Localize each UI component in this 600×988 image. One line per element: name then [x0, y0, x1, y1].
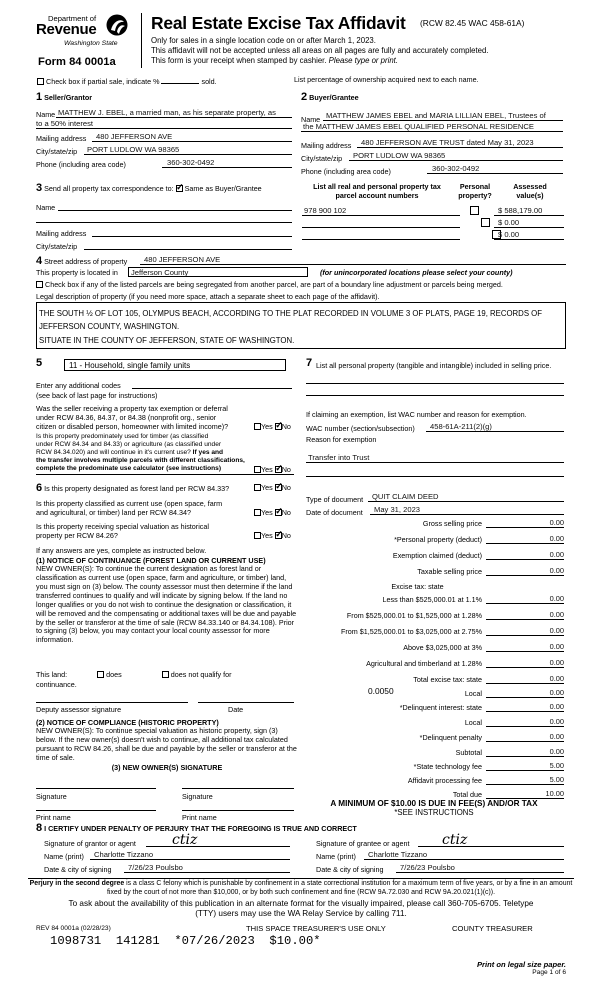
tax-row-label: Exemption claimed (deduct) [392, 551, 482, 560]
does-not-checkbox[interactable] [162, 671, 169, 678]
current-use-question-1: Is this property classified as current use (open space, farm [36, 499, 223, 508]
grantee-date-label: Date & city of signing [316, 865, 384, 874]
buyer-mail-label: Mailing address [301, 141, 352, 150]
exemption-no-checkbox[interactable] [275, 423, 282, 430]
buyer-city-label: City/state/zip [301, 154, 343, 163]
tax-row-label: Excise tax: state [391, 582, 444, 591]
tax-row-label: *Delinquent interest: state [399, 703, 482, 712]
tax-row-label: Local [464, 718, 482, 727]
historic-yes-no: Yes ✓ No [254, 531, 291, 540]
timber-yes-checkbox[interactable] [254, 466, 261, 473]
buyer-city-value[interactable]: PORT LUDLOW WA 98365 [353, 151, 446, 160]
seller-name-line1[interactable]: MATTHEW J. EBEL, a married man, as his separate property, as [58, 108, 276, 117]
header-note-1: Only for sales in a single location code on or after March 1, 2023. [151, 36, 376, 45]
footer-divider [28, 878, 574, 879]
continuance-title: (1) NOTICE OF CONTINUANCE (FOREST LAND OR CURRENT USE) [36, 556, 266, 565]
tax-row-value[interactable]: 0.00 [486, 642, 564, 652]
timber-question-5: complete the predominate use calculator (see instructions) [36, 465, 222, 472]
seller-section: 1 Seller/Grantor Name MATTHEW J. EBEL, a married man, as his separate property, as to a 50% interest Mailing address 480 JEFFERSON AVE City/state/zip PORT LUDLOW WA 98365 Phone (including area code) 360-302-0492 [36, 91, 292, 177]
dept-label: Department of [48, 14, 97, 23]
tax-row-label: Gross selling price [422, 519, 482, 528]
buyer-phone-label: Phone (including area code) [301, 167, 391, 176]
grantor-date-value[interactable]: 7/26/23 Poulsbo [128, 863, 183, 872]
perjury-notice: Perjury in the second degree is a class C felony which is punishable by confinement in a state correctional institution for a maximum term of five years, or by a fine in an amount fixed by the court of not more than $10,000, or by both such confinement and fine (RCW 9A.72.030 and RCW 9A.20.021(1)(c)). [29, 880, 573, 896]
land-use-section: 5 11 - Household, single family units Enter any additional codes (see back of last page for instructions) Was the seller receiving a property tax exemption or deferral under RCW 84.36, 84.37, or 84.38 (nonprofit org., senior citizen or disabled person, homeowner with limited income)? Yes ✓ No Is this property predominately used for timber (as classified under RCW 84.34 and 84.33) or agriculture (as classified under RCW 84.34.020) and will continue in it's current use? If yes and the transfer involves multiple parcels with different classifications, complete the predominate use calculator (see instructions) Yes ✓ No [36, 357, 302, 477]
continuance-label: continuance. [36, 680, 77, 689]
tax-row-value[interactable]: 5.00 [486, 775, 564, 785]
current-use-no-checkbox[interactable] [275, 509, 282, 516]
timber-question-4: the transfer involves multiple parcels with different classifications, [36, 457, 245, 464]
alternate-format-line-1: To ask about the availability of this publication in an alternate format for the visually impaired, please call 360-705-6705. Teletype [68, 899, 534, 908]
county-treasurer-label: COUNTY TREASURER [452, 924, 533, 933]
buyer-section: 2 Buyer/Grantee Name MATTHEW JAMES EBEL and MARIA LILLIAN EBEL, Trustees of the MATTHEW JAMES EBEL QUALIFIED PERSONAL RESIDENCE Mailing address 480 JEFFERSON AVE TRUST dated May 31, 2023 City/state/zip PORT LUDLOW WA 98365 Phone (including area code) 360-302-0492 [301, 91, 565, 181]
exemption-yes-no [254, 422, 291, 431]
seller-phone-value[interactable]: 360-302-0492 [167, 158, 215, 167]
exemption-yes-checkbox[interactable] [254, 423, 261, 430]
ownership-note: List percentage of ownership acquired next to each name. [294, 75, 479, 84]
timber-question-1: Is this property predominately used for timber (as classified [36, 433, 209, 440]
alternate-format-line-2: (TTY) users may use the WA Relay Service by calling 711. [195, 909, 407, 918]
partial-sale-checkbox[interactable] [37, 78, 44, 85]
corr-city-label: City/state/zip [36, 242, 78, 251]
exemption-question-1: Was the seller receiving a property tax exemption or deferral [36, 404, 228, 413]
segregate-row [36, 280, 503, 289]
legal-line-2: JEFFERSON COUNTY, WASHINGTON. [39, 322, 180, 331]
wac-label: WAC number (section/subsection) [306, 424, 415, 433]
tax-row-label: Above $3,025,000 at 3% [403, 643, 482, 652]
agency-logo [36, 13, 128, 53]
tax-row-label: Taxable selling price [417, 567, 482, 576]
parcel-table [302, 182, 566, 252]
legal-desc-label: Legal description of property (if you need more space, attach a separate sheet to each page of the affidavit). [36, 292, 380, 301]
minimum-due-note: A MINIMUM OF $10.00 IS DUE IN FEE(S) AND/OR TAX [330, 799, 538, 808]
current-use-question-2: and agricultural, or timber) land per RCW 84.34? [36, 508, 192, 517]
historic-no-checkbox[interactable] [275, 532, 282, 539]
form-title: Real Estate Excise Tax Affidavit [151, 13, 406, 33]
tax-row-label: Total excise tax: state [413, 675, 482, 684]
tax-row-value[interactable]: 0.00 [486, 702, 564, 712]
doc-date-label: Date of document [306, 508, 363, 517]
parcel-col-header: List all real and personal property tax parcel account numbers [313, 182, 441, 200]
header-note-2: This affidavit will not be accepted unless all areas on all pages are fully and accurately completed. [151, 46, 489, 55]
located-label: This property is located in [36, 268, 118, 277]
grantor-name-value[interactable]: Charlotte Tizzano [94, 850, 154, 859]
grantor-signature-label: Signature of grantor or agent [44, 839, 136, 848]
assessed-value-1[interactable]: $ 588,179.00 [498, 206, 543, 215]
owner-signature-label-2: Signature [182, 792, 213, 801]
exemption-claim-label: If claiming an exemption, list WAC number and reason for exemption. [306, 410, 527, 419]
forest-no-checkbox[interactable] [275, 484, 282, 491]
same-as-buyer-checkbox[interactable] [176, 185, 183, 192]
yes-label: Yes [261, 422, 273, 431]
legal-line-1: THE SOUTH ½ OF LOT 105, OLYMPUS BEACH, ACCORDING TO THE PLAT RECORDED IN VOLUME 3 OF PLATS, PAGE 19, RECORDS OF [39, 309, 543, 318]
tax-row-label: *Personal property (deduct) [394, 535, 482, 544]
deputy-date-label: Date [228, 705, 244, 714]
timber-no-checkbox[interactable] [275, 466, 282, 473]
buyer-name-line1[interactable]: MATTHEW JAMES EBEL and MARIA LILLIAN EBEL, Trustees of [326, 111, 546, 120]
owner-print-label-2: Print name [182, 813, 217, 822]
tax-row-value[interactable]: 0.00 [486, 732, 564, 742]
assessed-col-header: Assessed value(s) [513, 182, 547, 200]
rcw-reference: (RCW 82.45 WAC 458-61A) [420, 18, 525, 28]
if-yes-note: If any answers are yes, complete as instructed below. [36, 546, 207, 555]
forest-yes-checkbox[interactable] [254, 484, 261, 491]
tax-row-value[interactable]: 0.00 [486, 594, 564, 604]
this-land-label: This land: [36, 670, 68, 679]
state-label: Washington State [64, 40, 118, 47]
exemption-question-2: under RCW 84.36, 84.37, or 84.38 (nonprofit org., senior [36, 413, 217, 422]
corr-name-label: Name [36, 203, 56, 212]
seller-mail-label: Mailing address [36, 134, 87, 143]
local-rate-value[interactable]: 0.0050 [368, 686, 394, 696]
tax-row-value[interactable]: 10.00 [486, 789, 564, 799]
tax-row-label: Less than $525,000.01 at 1.1% [382, 595, 482, 604]
reason-label: Reason for exemption [306, 435, 377, 444]
forest-question: Is this property designated as forest land per RCW 84.33? [44, 484, 230, 493]
segregate-label: Check box if any of the listed parcels are being segregated from another parcel, are part of a boundary line adjustment or parcels being merged. [45, 280, 503, 289]
historic-question-2: property per RCW 84.26? [36, 531, 118, 540]
no-label: No [281, 422, 291, 431]
seller-phone-label: Phone (including area code) [36, 160, 126, 169]
seller-mail-value[interactable]: 480 JEFFERSON AVE [96, 132, 173, 141]
tax-row-label: Subtotal [455, 748, 482, 757]
grantee-name-label: Name (print) [316, 852, 356, 861]
header-note-3: This form is your receipt when stamped by cashier. Please type or print. [151, 56, 399, 65]
buyer-name-label: Name [301, 115, 321, 124]
personal-col-header: Personal property? [458, 182, 492, 200]
tax-row-value[interactable]: 0.00 [486, 610, 564, 620]
see-back-label: (see back of last page for instructions) [36, 391, 158, 400]
page-number: Page 1 of 6 [532, 969, 566, 976]
forest-yes-no: Yes ✓ No [254, 483, 291, 492]
buyer-heading: Buyer/Grantee [309, 93, 359, 102]
compliance-title: (2) NOTICE OF COMPLIANCE (HISTORIC PROPERTY) [36, 718, 219, 727]
legal-line-3: SITUATE IN THE COUNTY OF JEFFERSON, STATE OF WASHINGTON. [39, 336, 295, 345]
grantor-date-label: Date & city of signing [44, 865, 112, 874]
personal-property-checkbox-2[interactable] [481, 218, 490, 227]
treasurer-stamp: 1098731 141281 *07/26/2023 $10.00* [50, 934, 321, 948]
partial-percent-field[interactable] [161, 83, 199, 84]
forest-land-section: 6 Is this property designated as forest land per RCW 84.33? Yes ✓ No Is this property classified as current use (open space, farm and agricultural, or timber) land per RCW 84.34? Yes ✓ No Is this property receiving special valuation as historical property per RCW 84.26? Yes ✓ No If any answers are yes, complete as instructed below. (1) NOTICE OF CONTINUANCE (FOREST LAND OR CURRENT USE) NEW OWNER(S): To continue the current designation as forest land or classification as current use (open space, farm and agriculture, or timber) land, you must sign on (3) below. The county assessor must then determine if the land transferred continues to qualify and will indicate by signing below. If the land no longer qualifies or you do not wish to continue the designation or classification, it will be removed and the compensating or additional taxes will be due and payable by the seller or transferor at the time of sale (RCW 84.33.140 or 84.34.108). Prior to signing (3) below, you may contact your local county assessor for more information. This land: does does not qualify for continuance. Deputy assessor signature Date (2) NOTICE OF COMPLIANCE (HISTORIC PROPERTY) NEW OWNER(S): To continue special valuation as historic property, sign (3) below. If the new owner(s) doesn't wish to continue, all additional tax calculated pursuant to RCW 84.26, shall be due and payable by the seller or transferor at the time of sale. (3) NEW OWNER(S) SIGNATURE Signature Signature Print name Print name [36, 482, 302, 822]
tax-row-value[interactable]: 0.00 [486, 626, 564, 636]
revenue-wordmark: Revenue [36, 21, 97, 38]
grantee-name-value[interactable]: Charlotte Tizzano [368, 850, 428, 859]
see-instructions-note: *SEE INSTRUCTIONS [394, 808, 474, 817]
tax-row-value[interactable]: 0.00 [486, 534, 564, 544]
tax-row-value[interactable]: 0.00 [486, 717, 564, 727]
tax-row-label: From $525,000.01 to $1,525,000 at 1.28% [346, 611, 482, 620]
deputy-signature-label: Deputy assessor signature [36, 705, 122, 714]
buyer-phone-value[interactable]: 360-302-0492 [432, 164, 480, 173]
county-select[interactable]: Jefferson County [128, 267, 308, 277]
parcel-number[interactable]: 978 900 102 [304, 206, 347, 215]
revision-label: REV 84 0001a (02/28/23) [36, 925, 111, 932]
no-label: No [281, 465, 291, 474]
new-owner-signature-title: (3) NEW OWNER(S) SIGNATURE [111, 763, 223, 772]
assessed-value-2[interactable]: $ 0.00 [498, 218, 520, 227]
doc-type-value[interactable]: QUIT CLAIM DEED [372, 492, 439, 501]
correspondence-section: 3 Send all property tax correspondence to: ✓ Same as Buyer/Grantee Name Mailing address City/state/zip [36, 182, 298, 252]
grantee-date-value[interactable]: 7/26/23 Poulsbo [400, 863, 455, 872]
corr-mail-label: Mailing address [36, 229, 87, 238]
tax-row-label: Affidavit processing fee [407, 776, 482, 785]
header-divider [141, 13, 142, 68]
exemption-question-3: citizen or disabled person, homeowner with limited income)? [36, 422, 229, 431]
tax-row-value[interactable]: 0.00 [486, 566, 564, 576]
certification-heading: I CERTIFY UNDER PENALTY OF PERJURY THAT THE FOREGOING IS TRUE AND CORRECT [44, 824, 357, 833]
street-label: Street address of property [44, 257, 128, 266]
tax-row-value[interactable]: 5.00 [486, 761, 564, 771]
grantee-signature-label: Signature of grantee or agent [316, 839, 410, 848]
this-land-row: This land: does does not qualify for [36, 670, 232, 679]
historic-question-1: Is this property receiving special valuation as historical [36, 522, 209, 531]
certification-section: 8 I CERTIFY UNDER PENALTY OF PERJURY THAT THE FOREGOING IS TRUE AND CORRECT Signature of grantor or agent ctiz Name (print) Charlotte Tizzano Date & city of signing 7/26/23 Poulsbo Signature of grantee or agent ctiz Name (print) Charlotte Tizzano Date & city of signing 7/26/23 Poulsbo [36, 822, 566, 877]
correspondence-label: Send all property tax correspondence to: [44, 184, 174, 193]
seller-name-line2[interactable]: to a 50% interest [36, 119, 93, 128]
grantee-signature-mark[interactable]: ctiz [442, 832, 468, 848]
timber-question-3: RCW 84.34.020) and will continue in it's current use? If yes and [36, 449, 224, 456]
personal-property-label: List all personal property (tangible and intangible) included in selling price. [316, 361, 552, 370]
treasurer-use-label: THIS SPACE TREASURER'S USE ONLY [246, 924, 386, 933]
buyer-name-line2[interactable]: the MATTHEW JAMES EBEL QUALIFIED PERSONAL RESIDENCE [303, 122, 534, 131]
seller-heading: Seller/Grantor [44, 93, 93, 102]
does-checkbox[interactable] [97, 671, 104, 678]
buyer-mail-value[interactable]: 480 JEFFERSON AVE TRUST dated May 31, 2023 [361, 138, 534, 147]
same-as-buyer-label: Same as Buyer/Grantee [184, 184, 262, 193]
tax-row-value[interactable]: 0.00 [486, 658, 564, 668]
seller-city-label: City/state/zip [36, 147, 78, 156]
historic-yes-checkbox[interactable] [254, 532, 261, 539]
tax-row-value[interactable]: 0.00 [486, 518, 564, 528]
tax-row-value[interactable]: 0.00 [486, 688, 564, 698]
grantor-name-label: Name (print) [44, 852, 84, 861]
personal-property-checkbox-1[interactable] [470, 206, 479, 215]
continuance-text: NEW OWNER(S): To continue the current designation as forest land or classification as current use (open space, farm and agriculture, or timber) land, you must sign on (3) below. The county assessor must then determine if the land transferred continues to qualify and will indicate by signing below. If the land no longer qualifies or you do not wish to continue the designation or classification, it will be removed and the compensating or additional taxes will be due and payable by the seller or transferor at the time of sale (RCW 84.33.140 or 84.34.108). Prior to signing (3) below, you may contact your local county assessor for more information. [36, 564, 297, 645]
sold-label: sold. [201, 77, 217, 86]
tax-row-label: *State technology fee [413, 762, 482, 771]
tax-row-label: Agricultural and timberland at 1.28% [366, 659, 482, 668]
legal-description-box[interactable] [36, 302, 566, 349]
seller-name-label: Name [36, 110, 56, 119]
timber-question-2: under RCW 84.34 and 84.33) or agriculture (as classified under [36, 441, 222, 448]
tax-row-value[interactable]: 0.00 [486, 550, 564, 560]
tax-row-value[interactable]: 0.00 [486, 674, 564, 684]
doc-type-label: Type of document [306, 495, 364, 504]
form-number: Form 84 0001a [38, 56, 116, 68]
revenue-swirl-logo-icon [105, 13, 129, 39]
tax-row-value[interactable]: 0.00 [486, 747, 564, 757]
timber-yes-no [254, 465, 291, 474]
current-use-yes-no: Yes ✓ No [254, 508, 291, 517]
owner-signature-label-1: Signature [36, 792, 67, 801]
tax-row-label: *Delinquent penalty [419, 733, 482, 742]
owner-print-label-1: Print name [36, 813, 71, 822]
tax-row-label: From $1,525,000.01 to $3,025,000 at 2.75% [340, 627, 482, 636]
doc-date-value[interactable]: May 31, 2023 [374, 505, 421, 514]
partial-sale-label: Check box if partial sale, indicate % [46, 77, 160, 86]
street-value[interactable]: 480 JEFFERSON AVE [144, 255, 221, 264]
additional-codes-label: Enter any additional codes [36, 381, 121, 390]
wac-value[interactable]: 458-61A-211(2)(g) [430, 422, 492, 431]
segregate-checkbox[interactable] [36, 281, 43, 288]
partial-sale-row [37, 77, 217, 86]
compliance-text: NEW OWNER(S): To continue special valuation as historic property, sign (3) below. If the new owner(s) doesn't wish to continue, all additional tax calculated pursuant to RCW 84.26, shall be due and payable by the seller or transferor at the time of sale. [36, 726, 297, 762]
seller-city-value[interactable]: PORT LUDLOW WA 98365 [87, 145, 180, 154]
tax-row-label: Local [464, 689, 482, 698]
current-use-yes-checkbox[interactable] [254, 509, 261, 516]
assessed-value-3[interactable]: $ 0.00 [498, 230, 520, 239]
tax-row-label: Total due [452, 790, 482, 799]
grantor-signature-mark[interactable]: ctiz [172, 832, 198, 848]
land-use-code-select[interactable]: 11 - Household, single family units [64, 359, 286, 371]
unincorporated-note: (for unincorporated locations please select your county) [320, 268, 513, 277]
yes-label: Yes [261, 465, 273, 474]
reason-value[interactable]: Transfer into Trust [308, 453, 370, 462]
legal-size-note: Print on legal size paper. [476, 960, 566, 969]
